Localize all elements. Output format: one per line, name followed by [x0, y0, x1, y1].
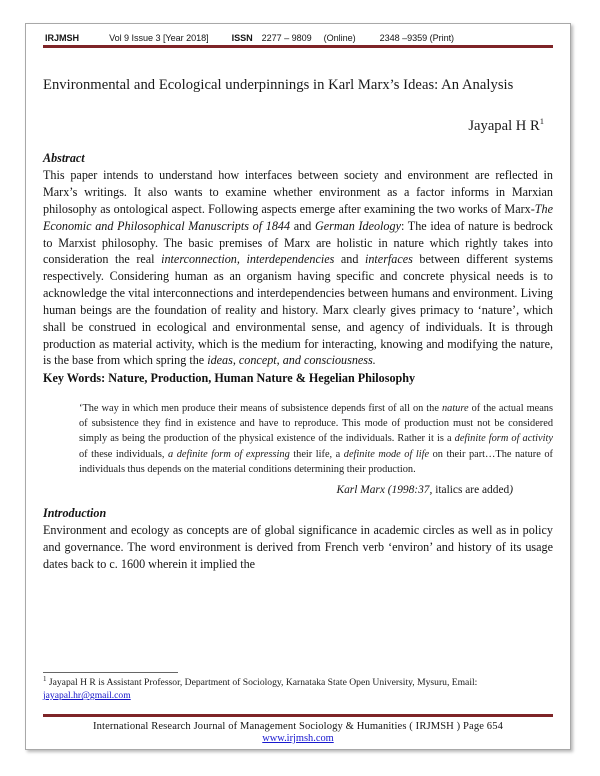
- footnote-body: Jayapal H R is Assistant Professor, Department of Sociology, Karnataka State Open University, Mysuru, Email:: [46, 677, 478, 689]
- text-run: and: [290, 218, 315, 233]
- text-run: This paper intends to understand how interfaces between society and environment are reflected in Marx’s writings. It also wants to examine whether environment as a factor informs in Marxian philosophy as ontological aspect. Following aspects emerge after examining the two works of Marx-: [43, 168, 553, 216]
- introduction-paragraph: Environment and ecology as concepts are of global significance in academic circles as well as in policy and governance. The word environment is derived from French verb ‘environ’ and history of its usage dates back to c. 1600 wherein it implied the: [43, 523, 553, 571]
- footnote-text: [43, 677, 553, 703]
- issn-online-number: 2277 – 9809: [261, 33, 312, 43]
- block-quote: [79, 401, 553, 477]
- italic-run: The Economic and Philosophical Manuscripts of 1844: [43, 201, 553, 233]
- journal-footer-text: International Research Journal of Management Sociology & Humanities ( IRJMSH ) Page 654: [93, 721, 503, 732]
- author-name: Jayapal H R: [468, 118, 540, 135]
- text-run: of the actual means of subsistence they find in existence and have to reproduce. This mode of production must not be considered simply as being the production of the physical existence of the individuals. Rather it is a: [79, 403, 554, 445]
- issn-label: ISSN: [231, 33, 253, 43]
- issn-online-label: (Online): [323, 33, 356, 43]
- author-footnote-marker: 1: [539, 116, 544, 127]
- issn-print-number: 2348 –9359 (Print): [379, 33, 455, 43]
- footnote-marker: 1: [43, 675, 47, 684]
- italic-run: German Ideology: [315, 218, 401, 233]
- italic-run: nature: [441, 403, 469, 415]
- text-run: and: [334, 252, 365, 267]
- article-title: Environmental and Ecological underpinnings in Karl Marx’s Ideas: An Analysis: [43, 77, 514, 93]
- italic-run: Karl Marx (1998:37,: [336, 484, 433, 497]
- document-page: [25, 23, 571, 750]
- journal-abbreviation: IRJMSH: [45, 33, 80, 43]
- volume-issue-year: Vol 9 Issue 3 [Year 2018]: [109, 33, 209, 43]
- text-run: their life, a: [289, 448, 344, 460]
- journal-website-link[interactable]: www.irjmsh.com: [262, 733, 334, 744]
- footer-rule: [43, 714, 553, 717]
- running-header: [43, 33, 553, 43]
- block-quote-citation: [43, 484, 513, 496]
- footnote-area: [43, 672, 553, 703]
- italic-run: definite mode of life: [343, 448, 430, 460]
- italic-run: ): [509, 484, 513, 497]
- italic-run: definite form of activity: [454, 433, 553, 445]
- header-rule: [43, 45, 553, 48]
- page-footer-area: [43, 714, 553, 744]
- text-run: : The idea of nature is bedrock to Marxist philosophy. The basic premises of Marx are holistic in nature which rightly takes into consideration the real: [43, 218, 553, 267]
- italic-run: interfaces: [364, 252, 413, 267]
- page-content: [26, 24, 570, 749]
- italic-run: a definite form of expressing: [168, 448, 290, 460]
- text-run: ‘The way in which men produce their means of subsistence depends first of all on the: [79, 403, 442, 415]
- footnote-separator-rule: [43, 672, 178, 673]
- italic-run: interconnection, interdependencies: [161, 252, 335, 267]
- text-run: of these individuals,: [79, 448, 169, 460]
- italic-run: ideas, concept, and consciousness.: [207, 353, 376, 368]
- text-run: between different systems respectively. Considering human as an organism having specific and concrete physical needs is to acknowledge the vital interconnections and interdependencies between humans and environment. Living human beings are the foundation of reality and history. Marx clearly gives primacy to ‘nature’, which shall be construed in ecological and environmental sense, and agency of individuals. It is through production as material activity, which is the medium for interacting, knowing and modifying the nature, is the base from which spring the: [43, 252, 554, 368]
- author-byline: [43, 118, 553, 135]
- text-run: italics are added: [432, 484, 510, 497]
- text-run: on their part…The nature of individuals thus depends on the material conditions determining their production.: [79, 448, 553, 475]
- footnote-email-link[interactable]: jayapal.hr@gmail.com: [43, 690, 131, 702]
- keywords-line: Key Words: Nature, Production, Human Nature & Hegelian Philosophy: [43, 371, 416, 386]
- abstract-paragraph: [43, 167, 553, 369]
- abstract-heading: Abstract: [43, 151, 85, 166]
- journal-url-line: [43, 733, 553, 744]
- introduction-heading: Introduction: [43, 506, 107, 521]
